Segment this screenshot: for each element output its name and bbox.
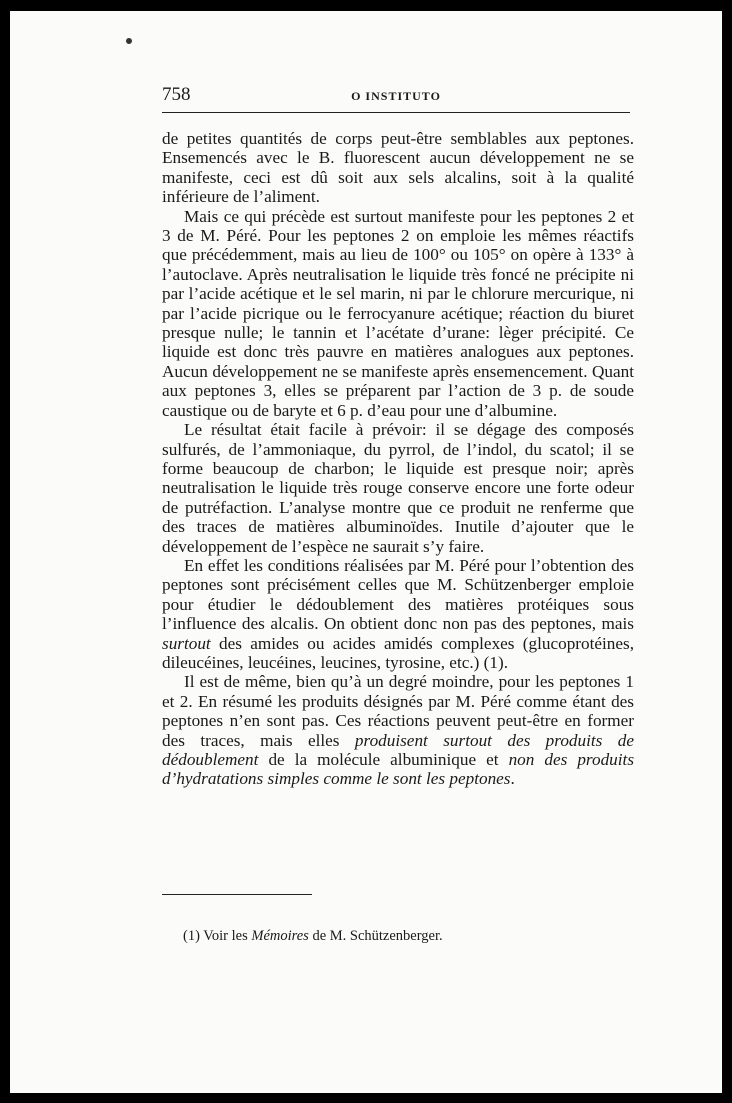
footnote-emphasis: Mémoires bbox=[251, 928, 309, 944]
paragraph-5 bbox=[162, 672, 634, 788]
page-header bbox=[162, 84, 630, 110]
header-rule bbox=[162, 112, 630, 113]
ink-speck bbox=[126, 38, 132, 44]
paragraph-4-emphasis: surtout bbox=[162, 633, 211, 653]
paragraph-5-emphasis-1: produisent surtout des produits de dédoublement bbox=[162, 730, 634, 769]
footnote-marker: (1) bbox=[183, 928, 200, 944]
page-number: 758 bbox=[162, 84, 191, 105]
paragraph-3: Le résultat était facile à prévoir: il se dégage des composés sulfurés, de l’ammoniaque, du pyrrol, de l’indol, du scatol; il se forme beaucoup de charbon; le liquide est presque noir; après neutralisation le liquide très rouge conserve encore une forte odeur de putréfaction. L’analyse montre que ce produit ne renferme que des traces de matières albuminoïdes. Inutile d’ajouter que le développement de l’espèce ne saurait s’y faire. bbox=[162, 420, 634, 556]
paragraph-2: Mais ce qui précède est surtout manifeste pour les peptones 2 et 3 de M. Péré. Pour les peptones 2 on emploie les mêmes réactifs que précédemment, mais au lieu de 100° ou 105° on opère à 133° à l’autoclave. Après neutralisation le liquide très foncé ne précipite ni par l’acide acétique et le sel marin, ni par le chlorure mercurique, ni par l’acide picrique ou le ferrocyanure acétique; réaction du biuret presque nulle; le tannin et l’acétate d’urane: lèger précipité. Ce liquide est donc très pauvre en matières analogues aux peptones. Aucun développement ne se manifeste après ensemencement. Quant aux peptones 3, elles se préparent par l’action de 3 p. de soude caustique ou de baryte et 6 p. d’eau pour une d’albumine. bbox=[162, 206, 634, 420]
paragraph-4-text-a: En effet les conditions réalisées par M. Péré pour l’obtention des peptones sont précisément celles que M. Schützenberger emploie pour étudier le dédoublement des matières protéiques sous l’influence des alcalis. On obtient donc non pas des peptones, mais bbox=[162, 555, 634, 634]
paragraph-4 bbox=[162, 556, 634, 672]
paragraph-5-text-b: de la molécule albuminique et bbox=[258, 750, 509, 769]
paragraph-4-text-b: des amides ou acides amidés complexes (glucoprotéines, dileucéines, leucéines, leucines, tyrosine, etc.) (1). bbox=[162, 633, 634, 672]
footnote bbox=[183, 928, 443, 945]
paragraph-5-text-c: . bbox=[510, 769, 515, 789]
footnote-rule bbox=[162, 894, 312, 895]
paragraph-5-emphasis-2: non des produits d’hydratations simples comme le sont les peptones bbox=[162, 750, 635, 789]
paragraph-5-text-a: Il est de même, bien qu’à un degré moindre, pour les peptones 1 et 2. En résumé les produits désignés par M. Péré comme étant des peptones n’en sont pas. Ces réactions peuvent peut-être en former des traces, mais elles bbox=[162, 672, 634, 750]
paragraph-1: de petites quantités de corps peut-être semblables aux peptones. Ensemencés avec le B. fluorescent aucun développement ne se manifeste, ceci est dû soit aux sels alcalins, soit à la qualité inférieure de l’aliment. bbox=[162, 129, 634, 207]
article-body bbox=[162, 129, 634, 789]
footnote-text-a: Voir les bbox=[199, 928, 252, 944]
page bbox=[10, 11, 722, 1093]
running-head: O INSTITUTO bbox=[351, 89, 441, 103]
footnote-text-b: de M. Schützenberger. bbox=[308, 928, 443, 944]
